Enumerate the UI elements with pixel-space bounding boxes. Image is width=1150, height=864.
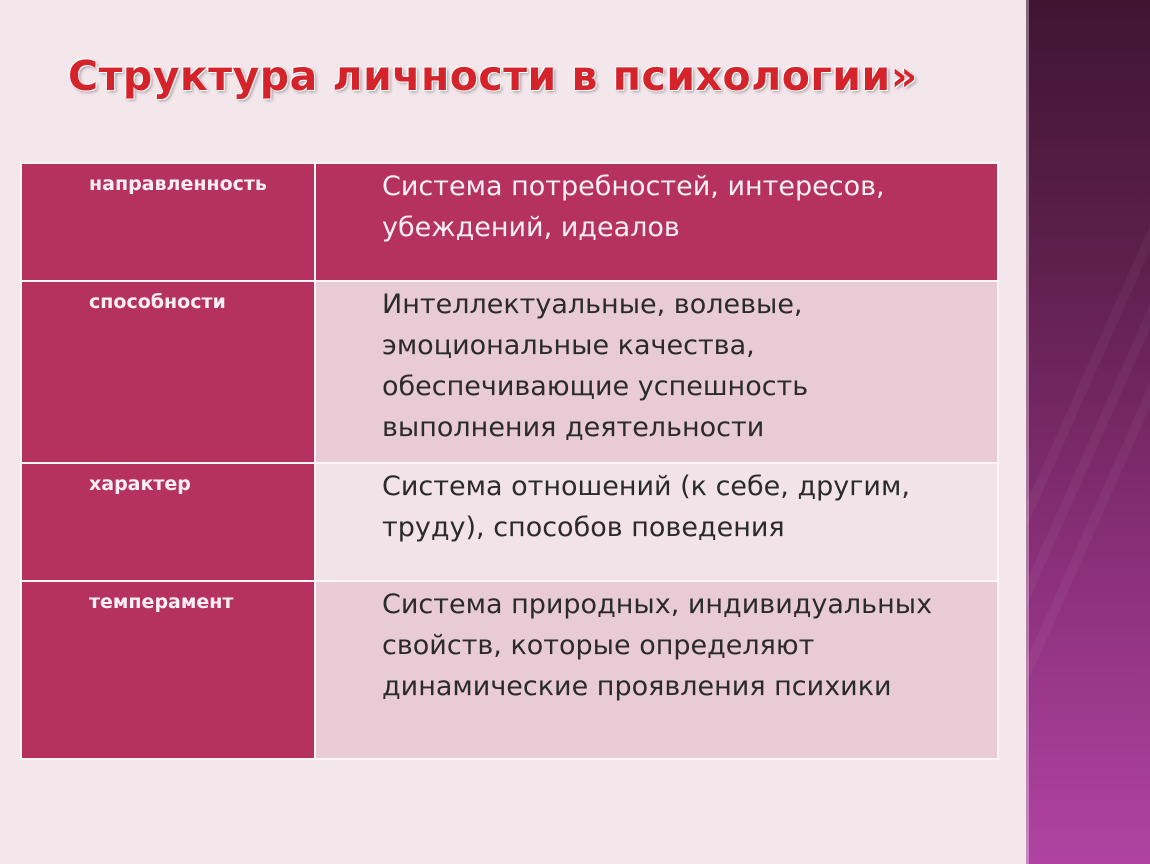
description-cell [315, 163, 998, 281]
table-row [21, 463, 998, 581]
term-cell [21, 463, 315, 581]
panel-edge [1026, 0, 1029, 864]
term-label: темперамент [89, 591, 234, 613]
panel-stripe [1026, 1, 1150, 864]
term-cell [21, 581, 315, 759]
description-cell [315, 463, 998, 581]
slide-title: Структура личности в психологии» [68, 52, 918, 100]
term-label: характер [89, 473, 191, 495]
term-label: способности [89, 291, 226, 313]
description-text: Система природных, индивидуальных свойств, которые определяют динамические проявления психики [382, 589, 933, 702]
term-cell [21, 281, 315, 463]
term-label: направленность [89, 173, 267, 195]
description-cell [315, 281, 998, 463]
table-row [21, 163, 998, 281]
table-row [21, 281, 998, 463]
table-row [21, 581, 998, 759]
personality-structure-table [20, 162, 999, 760]
description-text: Система отношений (к себе, другим, труду), способов поведения [382, 471, 910, 543]
decorative-side-panel [1026, 0, 1150, 864]
description-text: Система потребностей, интересов, убеждений, идеалов [382, 171, 885, 243]
description-text: Интеллектуальные, волевые, эмоциональные качества, обеспечивающие успешность выполнения деятельности [382, 289, 809, 443]
description-cell [315, 581, 998, 759]
term-cell [21, 163, 315, 281]
